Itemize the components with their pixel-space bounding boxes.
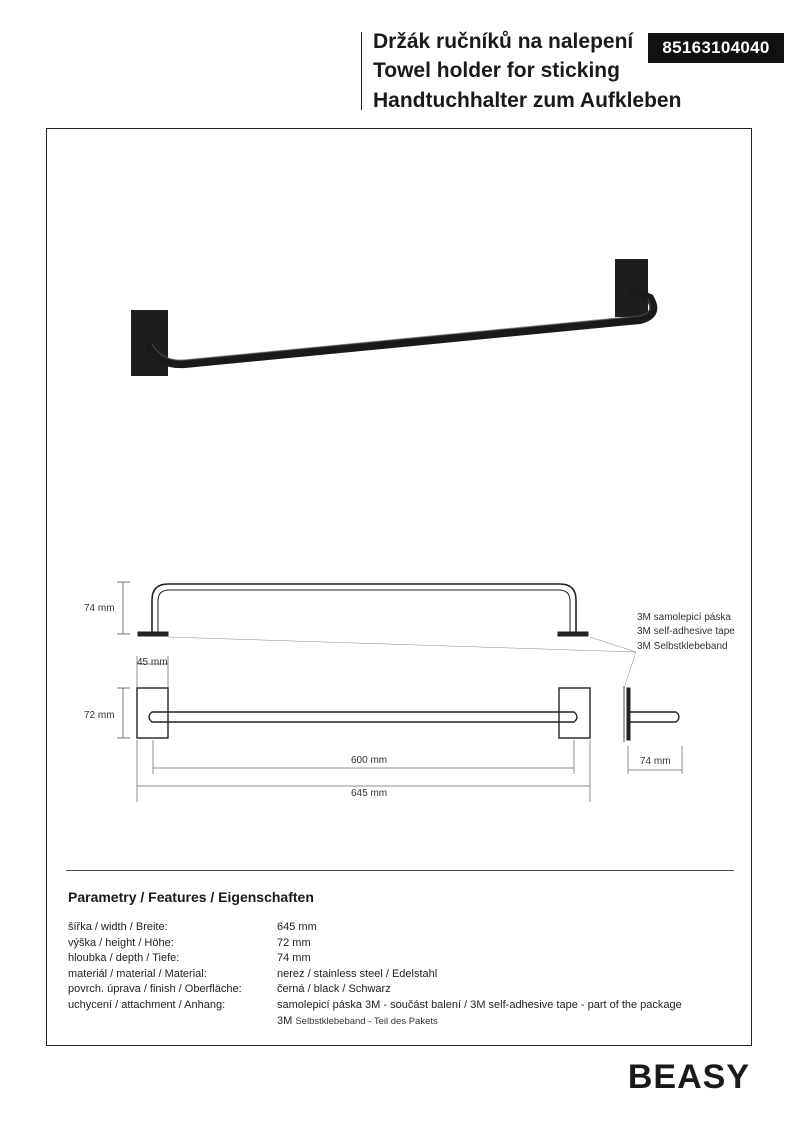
label-front-height: 74 mm xyxy=(84,603,115,614)
front-view-bar-inner xyxy=(158,590,570,632)
label-bar-length: 600 mm xyxy=(351,755,388,766)
spec-label-material: materiál / material / Material: xyxy=(68,968,207,980)
label-total-width: 645 mm xyxy=(351,788,388,799)
spec-label-width: šířka / width / Breite: xyxy=(68,921,168,933)
brand-logo: BEASY xyxy=(627,1058,750,1096)
spec-value-attachment-cont xyxy=(277,1015,438,1027)
label-tape-cs: 3M samolepicí páska xyxy=(637,612,731,623)
tape-leader-left xyxy=(168,637,636,652)
front-view-bar xyxy=(152,584,576,632)
spec-label-finish: povrch. úprava / finish / Oberfläche: xyxy=(68,983,242,995)
towel-bar xyxy=(150,290,653,364)
label-tape-en: 3M self-adhesive tape xyxy=(637,626,735,637)
top-view-bar xyxy=(149,712,577,722)
spec-value-width: 645 mm xyxy=(277,921,317,933)
side-view-bar xyxy=(630,712,679,722)
spec-label-attachment: uchycení / attachment / Anhang: xyxy=(68,999,226,1011)
tape-leader-side xyxy=(625,652,636,685)
spec-value-depth: 74 mm xyxy=(277,952,311,964)
features-title: Parametry / Features / Eigenschaften xyxy=(68,889,314,905)
spec-cont-lead: 3M xyxy=(277,1015,293,1027)
front-view-left-base xyxy=(138,632,168,636)
tape-leader-right xyxy=(590,637,636,652)
spec-label-height: výška / height / Höhe: xyxy=(68,937,174,949)
front-view-right-base xyxy=(558,632,588,636)
top-view-left-plate xyxy=(137,688,168,738)
label-plate-width: 45 mm xyxy=(137,657,168,668)
side-view-plate xyxy=(627,688,630,740)
spec-value-finish: černá / black / Schwarz xyxy=(277,983,391,995)
spec-value-material: nerez / stainless steel / Edelstahl xyxy=(277,968,438,980)
title-english: Towel holder for sticking xyxy=(373,59,620,82)
product-code-badge: 85163104040 xyxy=(648,33,784,63)
title-czech: Držák ručníků na nalepení xyxy=(373,30,634,53)
label-tape-de: 3M Selbstklebeband xyxy=(637,641,728,652)
spec-cont-tail: Selbstklebeband - Teil des Pakets xyxy=(295,1016,438,1027)
spec-value-height: 72 mm xyxy=(277,937,311,949)
spec-label-depth: hloubka / depth / Tiefe: xyxy=(68,952,180,964)
technical-drawing xyxy=(0,560,800,820)
features-divider xyxy=(66,870,734,871)
title-german: Handtuchhalter zum Aufkleben xyxy=(373,89,682,112)
label-side-depth: 74 mm xyxy=(640,756,671,767)
spec-value-attachment: samolepicí páska 3M - součást balení / 3M self-adhesive tape - part of the package xyxy=(277,999,682,1011)
label-top-height: 72 mm xyxy=(84,710,115,721)
